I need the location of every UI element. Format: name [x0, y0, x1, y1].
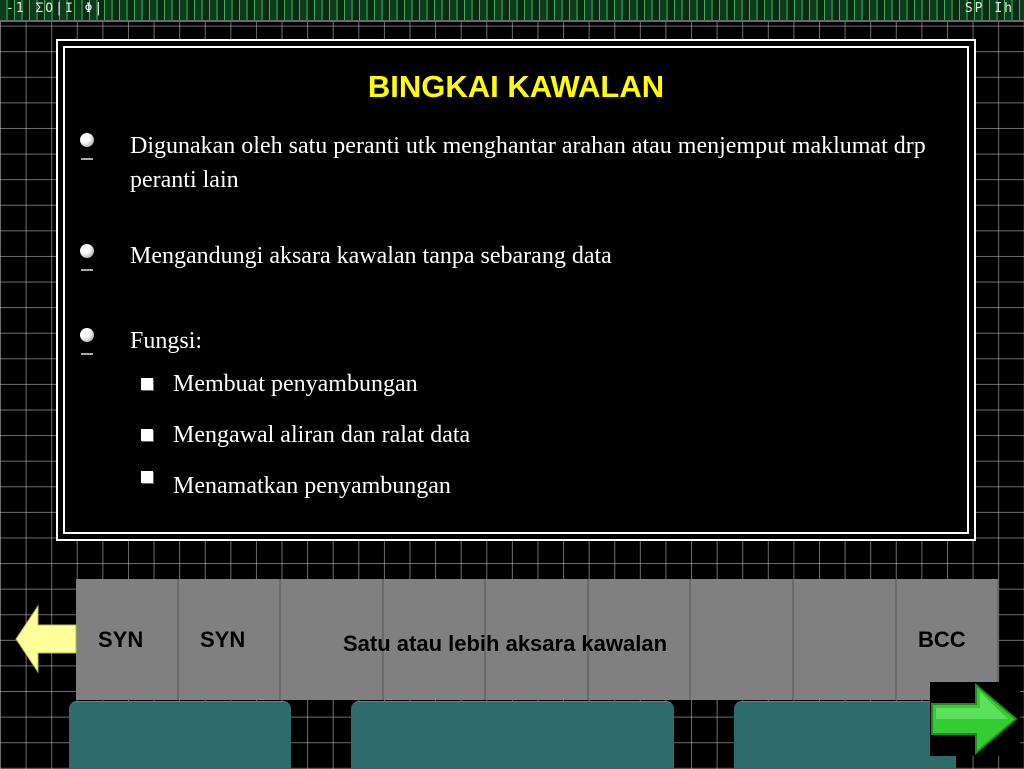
- frame-format-diagram: [76, 579, 999, 700]
- square-bullet-icon: [141, 378, 153, 390]
- bullet-text: Fungsi:: [130, 328, 203, 354]
- next-button[interactable]: [930, 682, 1020, 756]
- top-bar-text-right: SP Ih: [964, 1, 1014, 16]
- bullet-text: Mengandungi aksara kawalan tanpa sebarang data: [130, 243, 612, 269]
- teal-box-left: [69, 701, 291, 769]
- decorative-top-bar: [0, 0, 1024, 22]
- bcc-field: BCC: [918, 627, 966, 652]
- syn-field-1: SYN: [98, 627, 144, 652]
- arrow-right-icon: [930, 682, 1020, 756]
- sub-bullet-text: Mengawal aliran dan ralat data: [173, 422, 471, 448]
- square-bullet-icon: [141, 429, 153, 441]
- content-panel-inner-border: [63, 46, 969, 534]
- frame-cell: [794, 579, 897, 700]
- bullet-text: Digunakan oleh satu peranti utk menghantar arahan atau menjemput maklumat drp peranti lain: [130, 133, 926, 193]
- arrow-left-icon: [14, 604, 78, 674]
- teal-box-middle: [351, 701, 674, 769]
- teal-box-right: [734, 701, 956, 769]
- bullet-icon: [80, 244, 94, 284]
- bullet-icon: [80, 328, 94, 368]
- syn-field-2: SYN: [200, 627, 246, 652]
- frame-cell: [691, 579, 794, 700]
- square-bullet-icon: [141, 471, 153, 483]
- bullet-icon: [80, 133, 94, 173]
- slide-title: BINGKAI KAWALAN: [367, 69, 665, 104]
- sub-bullet-text: Membuat penyambungan: [173, 371, 418, 397]
- content-panel: [56, 39, 976, 541]
- control-chars-field: Satu atau lebih aksara kawalan: [343, 631, 668, 656]
- top-bar-text-left: -1 ΣΟ|Ι Φ|: [6, 1, 105, 16]
- sub-bullet-text: Menamatkan penyambungan: [173, 473, 451, 499]
- back-button[interactable]: [14, 604, 78, 674]
